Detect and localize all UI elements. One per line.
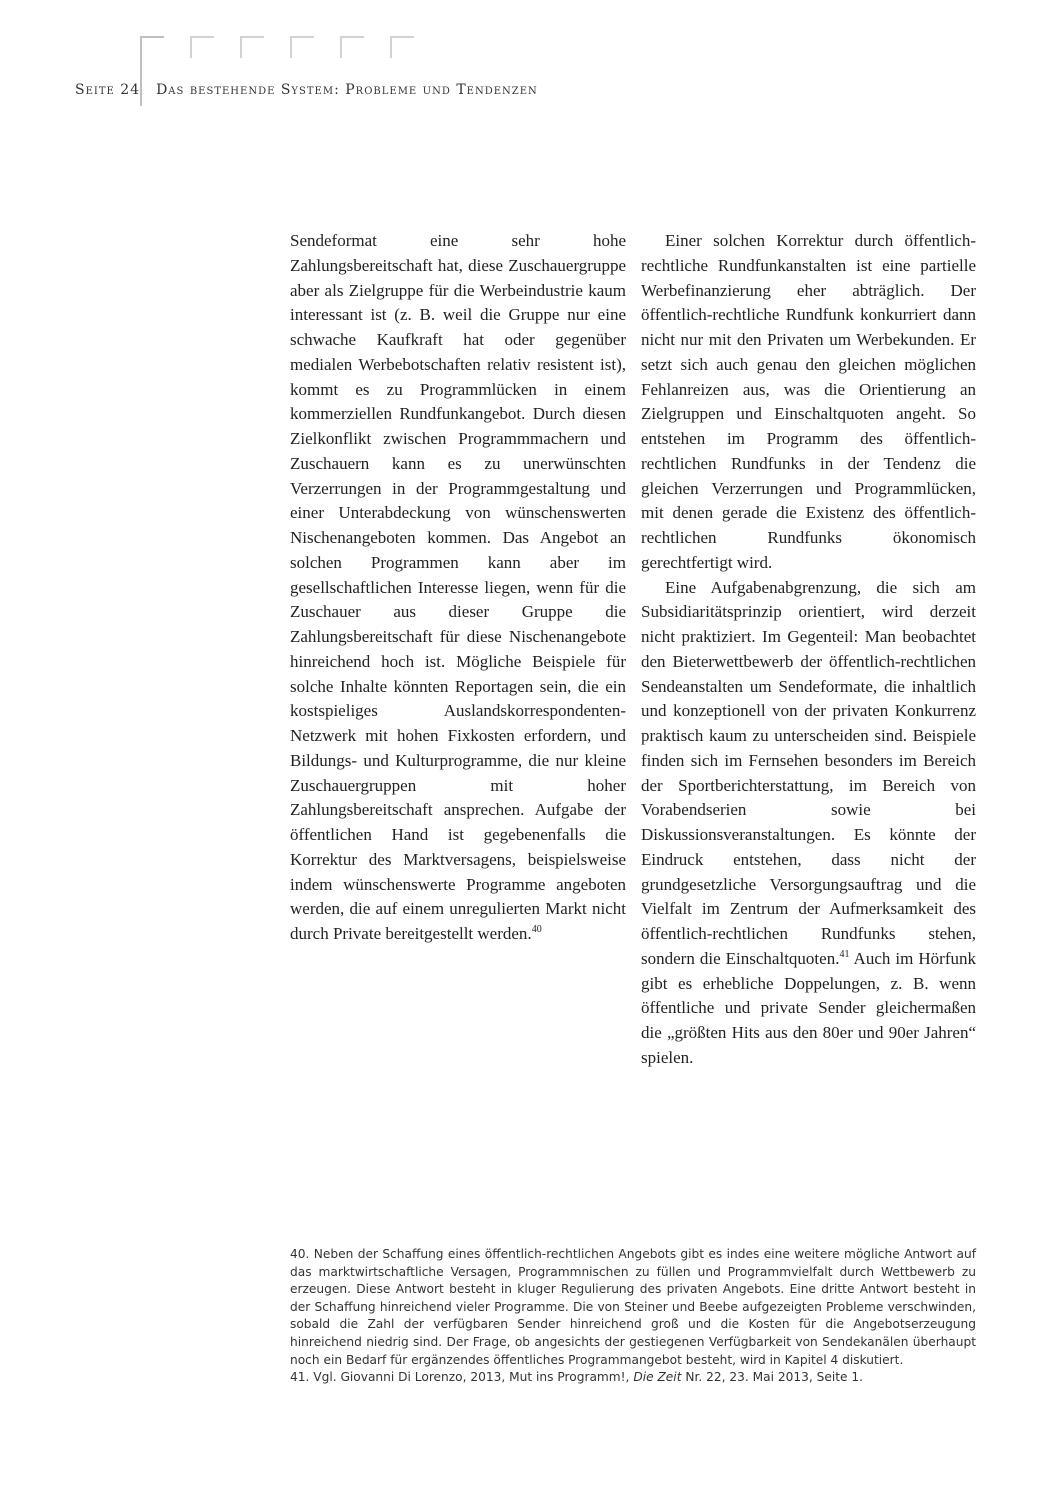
paragraph-text: Eine Aufgabenabgrenzung, die sich am Subsidiaritätsprinzip orientiert, wird derzeit nicht praktiziert. Im Gegenteil: Man beobachtet den Bieterwettbewerb der öffentlich-rechtlichen Sendeanstalten um Sendeformate, die inhaltlich und konzeptionell von der privaten Konkurrenz praktisch kaum zu unterscheiden sind. Beispiele finden sich im Fernsehen besonders im Bereich der Sportberichterstattung, im Bereich von Vorabendserien sowie bei Diskussionsveranstaltungen. Es könnte der Eindruck entstehen, dass nicht der grundgesetzliche Versorgungsauftrag und die Vielfalt im Zentrum der Aufmerksamkeit des öffentlich-rechtlichen Rundfunks stehen, sondern die Einschaltquoten. (641, 577, 976, 968)
footnote-40: 40. Neben der Schaffung eines öffentlich-rechtlichen Angebots gibt es indes eine weitere mögliche Antwort auf das marktwirtschaftliche Versagen, Programmnischen zu füllen und Programmvielfalt durch Wettbewerb zu erzeugen. Diese Antwort besteht in kluger Regulierung des privaten Angebots. Eine dritte Antwort besteht in der Schaffung hinreichend vieler Programme. Die von Steiner und Beebe aufgezeigten Probleme verschwinden, sobald die Zahl der verfügbaren Sender hinreichend groß und die Kosten für die Angebotserzeugung hinreichend niedrig sind. Der Frage, ob angesichts der gestiegenen Verfügbarkeit von Sendekanälen überhaupt noch ein Bedarf für ergänzendes öffentliches Programmangebot besteht, wird in Kapitel 4 diskutiert. (290, 1247, 976, 1367)
footnote-41 (290, 1369, 976, 1387)
body-column-right (641, 229, 976, 1071)
bracket-ornament (390, 36, 414, 58)
footnote-text: Nr. 22, 23. Mai 2013, Seite 1. (681, 1370, 864, 1385)
bracket-ornament (190, 36, 214, 58)
paragraph: Einer solchen Korrektur durch öffentlich-rechtliche Rundfunkanstalten ist eine partielle Werbefinanzierung eher abträglich. Der öffentlich-rechtliche Rundfunk konkurriert dann nicht nur mit den Privaten um Werbekunden. Er setzt sich auch genau den gleichen möglichen Fehlanreizen aus, was die Orientierung an Zielgruppen und Einschaltquoten angeht. So entstehen im Programm des öffentlich-rechtlichen Rundfunks in der Tendenz die gleichen Verzerrungen und Programmlücken, mit denen gerade die Existenz des öffentlich-rechtlichen Rundfunks ökonomisch gerechtfertigt wird. (641, 231, 976, 572)
bracket-ornament (240, 36, 264, 58)
footnote-text: 41. Vgl. Giovanni Di Lorenzo, 2013, Mut ins Programm!, (290, 1370, 634, 1385)
publication-title: Die Zeit (633, 1370, 682, 1385)
bracket-ornament (290, 36, 314, 58)
bracket-ornament (340, 36, 364, 58)
page-label: Seite 24 (75, 82, 141, 98)
footnotes (290, 1246, 976, 1387)
footnote-ref-41: 41 (839, 948, 850, 960)
paragraph (290, 229, 626, 947)
running-header (75, 82, 538, 98)
footnote-ref-40: 40 (531, 924, 542, 935)
paragraph-text: Auch im Hörfunk gibt es erhebliche Doppelungen, z. B. wenn öffentliche und private Sender gleichermaßen die „größten Hits aus den 80er und 90er Jahren“ spielen. (641, 948, 976, 1067)
paragraph-text: Sendeformat eine sehr hohe Zahlungsbereitschaft hat, diese Zuschauergruppe aber als Zielgruppe für die Werbeindustrie kaum interessant ist (z. B. weil die Gruppe nur eine schwache Kaufkraft hat oder gegenüber medialen Werbebotschaften relativ resistent ist), kommt es zu Programmlücken in einem kommerziellen Rundfunkangebot. Durch diesen Zielkonflikt zwischen Programmmachern und Zuschauern kann es zu unerwünschten Verzerrungen in der Programmgestaltung und einer Unterabdeckung von wünschenswerten Nischenangeboten kommen. Das Angebot an solchen Programmen kann aber im gesellschaftlichen Interesse liegen, wenn für die Zuschauer aus dieser Gruppe die Zahlungsbereitschaft für diese Nischenangebote hinreichend hoch ist. Mögliche Beispiele für solche Inhalte könnten Reportagen sein, die ein kostspieliges Auslandskorrespondenten-Netzwerk mit hohen Fixkosten erfordern, und Bildungs- und Kulturprogramme, die nur kleine Zuschauergruppen mit hoher Zahlungsbereitschaft ansprechen. Aufgabe der öffentlichen Hand ist gegebenenfalls die Korrektur des Marktversagens, beispielsweise indem wünschenswerte Programme angeboten werden, die auf einem unregulierten Markt nicht durch Private bereitgestellt werden. (290, 231, 626, 943)
body-column-left (290, 229, 626, 947)
chapter-title: Das bestehende System: Probleme und Tendenzen (156, 82, 538, 98)
paragraph (641, 576, 976, 1071)
